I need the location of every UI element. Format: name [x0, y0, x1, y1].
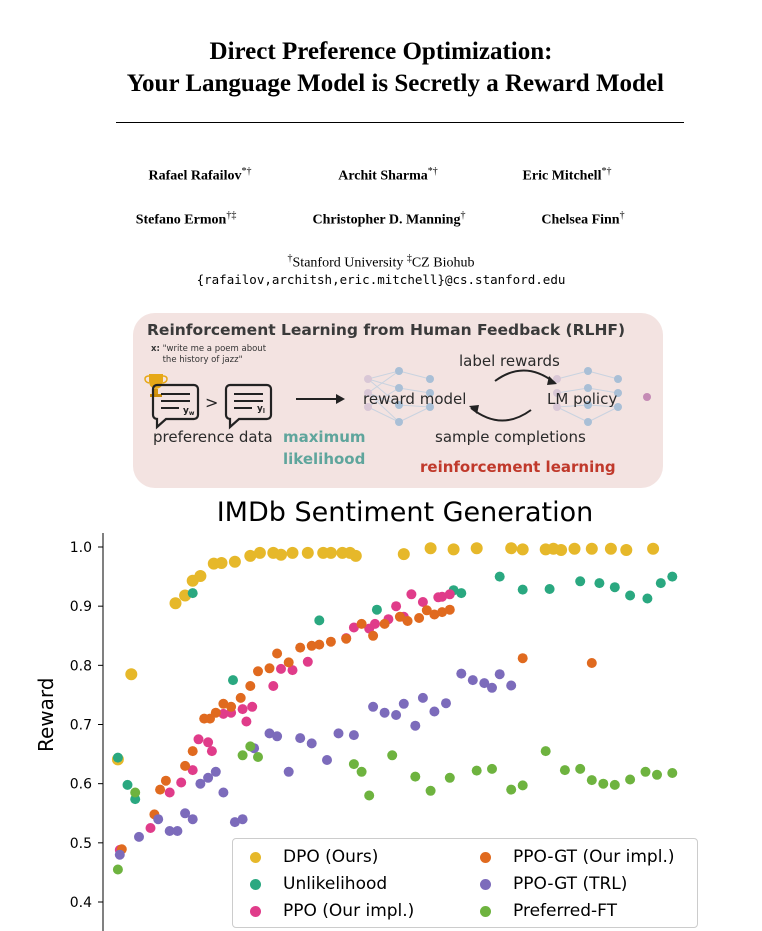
y-tick-label: 0.8	[69, 658, 92, 675]
rlhf-figure-title: Reinforcement Learning from Human Feedback (RLHF)	[147, 321, 626, 339]
data-point	[594, 578, 604, 588]
data-point	[180, 761, 190, 771]
data-point	[125, 668, 137, 680]
legend-marker	[250, 879, 261, 890]
data-point	[357, 767, 367, 777]
data-point	[272, 731, 282, 741]
data-point	[598, 779, 608, 789]
data-point	[194, 734, 204, 744]
data-point	[495, 572, 505, 582]
data-point	[418, 693, 428, 703]
data-point	[253, 666, 263, 676]
data-point	[541, 746, 551, 756]
data-point	[113, 753, 123, 763]
data-point	[172, 826, 182, 836]
data-point	[517, 543, 529, 555]
data-point	[620, 544, 632, 556]
data-point	[518, 585, 528, 595]
reinforcement-learning-label: reinforcement learning	[420, 458, 616, 476]
data-point	[295, 733, 305, 743]
data-point	[350, 550, 362, 562]
data-point	[153, 814, 163, 824]
data-point	[341, 634, 351, 644]
data-point	[506, 785, 516, 795]
legend-item-dpo: DPO (Ours)	[250, 847, 378, 867]
data-point	[326, 637, 336, 647]
data-point	[429, 707, 439, 717]
label-rewards-label: label rewards	[459, 352, 560, 370]
legend-marker	[480, 906, 491, 917]
data-point	[560, 765, 570, 775]
data-point	[236, 693, 246, 703]
data-point	[652, 770, 662, 780]
data-point	[314, 615, 324, 625]
data-point	[228, 675, 238, 685]
maximum-label: maximum	[283, 428, 366, 446]
data-point	[364, 791, 374, 801]
data-point	[357, 619, 367, 629]
data-point	[372, 605, 382, 615]
data-point	[115, 850, 125, 860]
preference-data-label: preference data	[153, 428, 273, 446]
data-point	[245, 741, 255, 751]
data-point	[610, 780, 620, 790]
data-point	[426, 786, 436, 796]
likelihood-label: likelihood	[283, 450, 366, 468]
data-point	[505, 542, 517, 554]
data-point	[188, 814, 198, 824]
data-point	[238, 814, 248, 824]
author-1: Rafael Rafailov*†	[148, 166, 252, 184]
data-point	[414, 613, 424, 623]
data-point	[265, 663, 275, 673]
data-point	[284, 657, 294, 667]
data-point	[398, 548, 410, 560]
y-tick-label: 1.0	[69, 540, 92, 556]
data-point	[238, 704, 248, 714]
author-5: Christopher D. Manning†	[312, 210, 466, 228]
data-point	[471, 542, 483, 554]
data-point	[399, 699, 409, 709]
data-point	[241, 717, 251, 727]
legend-item-unlikelihood: Unlikelihood	[250, 874, 387, 894]
data-point	[272, 649, 282, 659]
data-point	[555, 544, 567, 556]
legend-marker	[250, 906, 261, 917]
data-point	[587, 775, 597, 785]
y-axis-label: Reward	[34, 677, 58, 752]
data-point	[211, 708, 221, 718]
data-point	[468, 675, 478, 685]
reward-model-label: reward model	[363, 390, 467, 408]
legend-marker	[480, 852, 491, 863]
data-point	[625, 775, 635, 785]
data-point	[253, 752, 263, 762]
data-point	[647, 543, 659, 555]
data-point	[188, 588, 198, 598]
series-2	[115, 589, 455, 855]
legend-item-ppo-gt-ours: PPO-GT (Our impl.)	[480, 847, 674, 867]
data-point	[113, 865, 123, 875]
data-point	[302, 547, 314, 559]
data-point	[575, 576, 585, 586]
affiliations: †Stanford University ‡CZ Biohub	[287, 253, 475, 271]
legend-marker	[250, 852, 261, 863]
data-point	[410, 772, 420, 782]
data-point	[368, 631, 378, 641]
data-point	[276, 664, 286, 674]
data-point	[188, 746, 198, 756]
data-point	[194, 570, 206, 582]
author-4: Stefano Ermon†‡	[135, 210, 237, 228]
data-point	[349, 730, 359, 740]
chart-title: IMDb Sentiment Generation	[216, 497, 594, 528]
data-point	[268, 681, 278, 691]
yl-label: $y_l$	[257, 404, 265, 415]
data-point	[425, 542, 437, 554]
data-point	[642, 594, 652, 604]
data-point	[456, 669, 466, 679]
author-2: Archit Sharma*†	[338, 166, 438, 184]
data-point	[487, 764, 497, 774]
author-emails: {rafailov,architsh,eric.mitchell}@cs.stanford.edu	[196, 272, 566, 287]
prompt-example: x: "write me a poem about the history of jazz"	[151, 344, 267, 365]
data-point	[203, 737, 213, 747]
data-point	[641, 767, 651, 777]
data-point	[325, 547, 337, 559]
data-point	[656, 578, 666, 588]
y-tick-label: 0.6	[69, 776, 92, 793]
chart-legend	[232, 838, 698, 928]
sample-completions-label: sample completions	[435, 428, 586, 446]
y-tick-label: 0.5	[69, 835, 92, 852]
data-point	[569, 543, 581, 555]
data-point	[610, 582, 620, 592]
data-point	[322, 755, 332, 765]
data-point	[123, 780, 133, 790]
data-point	[391, 710, 401, 720]
data-point	[667, 768, 677, 778]
data-point	[314, 640, 324, 650]
data-point	[586, 543, 598, 555]
data-point	[155, 785, 165, 795]
data-point	[472, 766, 482, 776]
author-3: Eric Mitchell*†	[522, 166, 612, 184]
data-point	[295, 643, 305, 653]
data-point	[238, 750, 248, 760]
data-point	[445, 773, 455, 783]
legend-item-preferred-ft: Preferred-FT	[480, 901, 617, 921]
data-point	[176, 778, 186, 788]
data-point	[518, 780, 528, 790]
data-point	[368, 702, 378, 712]
data-point	[391, 601, 401, 611]
data-point	[134, 832, 144, 842]
data-point	[216, 557, 228, 569]
data-point	[487, 683, 497, 693]
data-point	[284, 767, 294, 777]
data-point	[667, 572, 677, 582]
data-point	[334, 728, 344, 738]
data-point	[349, 759, 359, 769]
legend-marker	[480, 879, 491, 890]
data-point	[403, 616, 413, 626]
data-point	[506, 681, 516, 691]
paper-title-line2: Your Language Model is Secretly a Reward Model	[126, 70, 664, 97]
data-point	[247, 702, 257, 712]
data-point	[456, 588, 466, 598]
series-0	[112, 542, 659, 765]
legend-item-ppo-gt-trl: PPO-GT (TRL)	[480, 874, 627, 894]
data-point	[445, 605, 455, 615]
data-point	[303, 657, 313, 667]
author-6: Chelsea Finn†	[541, 210, 625, 228]
data-point	[380, 619, 390, 629]
data-point	[518, 653, 528, 663]
preference-gt: >	[205, 393, 219, 412]
data-point	[410, 721, 420, 731]
data-point	[245, 681, 255, 691]
data-point	[587, 658, 597, 668]
data-point	[406, 589, 416, 599]
data-point	[605, 543, 617, 555]
data-point	[545, 584, 555, 594]
data-point	[287, 547, 299, 559]
y-tick-label: 0.4	[69, 895, 92, 911]
data-point	[207, 746, 217, 756]
data-point	[625, 591, 635, 601]
data-point	[226, 702, 236, 712]
y-tick-label: 0.7	[69, 717, 92, 734]
data-point	[165, 788, 175, 798]
data-point	[218, 788, 228, 798]
data-point	[387, 750, 397, 760]
data-point	[307, 738, 317, 748]
data-point	[495, 669, 505, 679]
data-point	[448, 543, 460, 555]
data-point	[441, 698, 451, 708]
data-point	[130, 788, 140, 798]
yw-label: $y_w$	[183, 406, 195, 417]
y-tick-label: 0.9	[69, 599, 92, 616]
lm-policy-label: LM policy	[547, 390, 618, 408]
data-point	[370, 619, 380, 629]
data-point	[275, 549, 287, 561]
data-point	[170, 597, 182, 609]
paper-title-line1: Direct Preference Optimization:	[209, 38, 553, 65]
data-point	[211, 767, 221, 777]
data-point	[445, 589, 455, 599]
data-point	[146, 823, 156, 833]
legend-item-ppo: PPO (Our impl.)	[250, 901, 414, 921]
data-point	[229, 556, 241, 568]
data-point	[161, 776, 171, 786]
data-point	[380, 708, 390, 718]
series-4	[115, 669, 516, 860]
data-point	[575, 764, 585, 774]
data-point	[254, 547, 266, 559]
